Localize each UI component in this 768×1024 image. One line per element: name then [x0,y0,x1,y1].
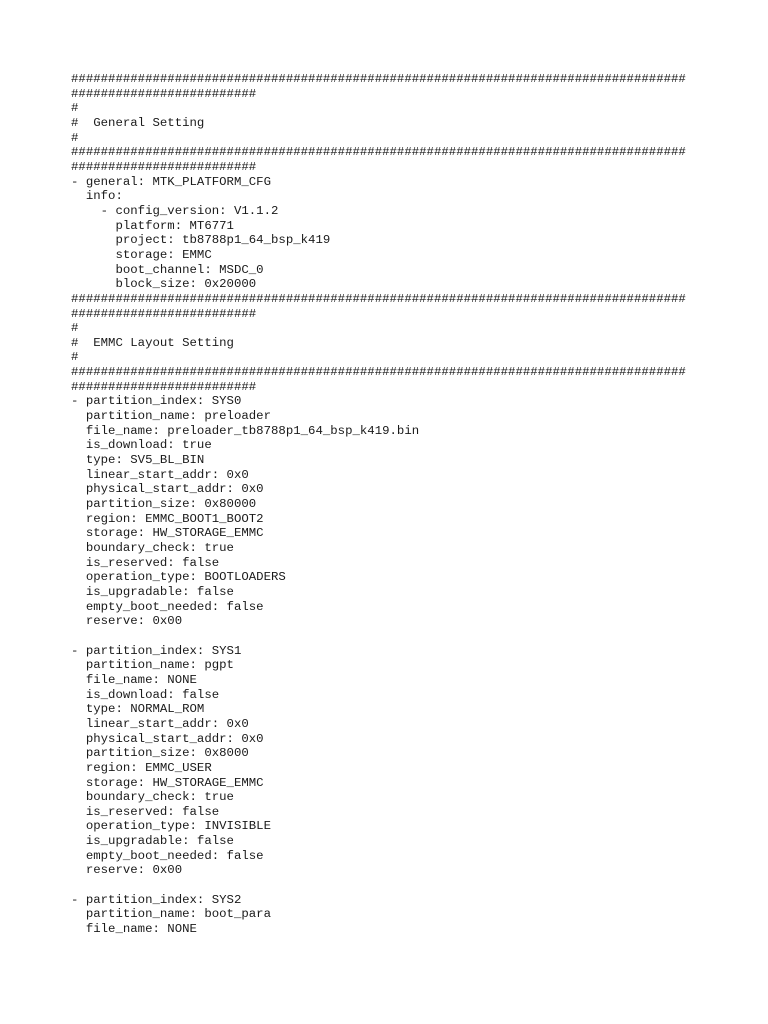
text-line: file_name: NONE [71,922,197,937]
text-line: boot_channel: MSDC_0 [71,262,264,277]
text-line: project: tb8788p1_64_bsp_k419 [71,233,331,248]
text-line: # General Setting [71,115,205,130]
text-line: boundary_check: true [71,541,234,555]
text-line: block_size: 0x20000 [71,277,257,292]
text-line: partition_size: 0x80000 [71,497,257,512]
text-line: ######################### [71,306,257,321]
text-line: # [71,130,79,145]
text-line: empty_boot_needed: false [71,848,264,863]
text-line: partition_name: preloader [71,409,272,424]
text-line: storage: HW_STORAGE_EMMC [71,526,264,541]
text-line: physical_start_addr: 0x0 [71,482,264,497]
text-line: ######################### [71,86,257,101]
text-line: ################################################################################### [71,291,686,306]
text-line: - partition_index: SYS2 [71,892,242,907]
text-line: - config_version: V1.1.2 [71,203,279,218]
text-line: boundary_check: true [71,790,234,805]
text-line: region: EMMC_BOOT1_BOOT2 [71,511,264,526]
text-line: ################################################################################### [71,365,686,380]
text-line: type: NORMAL_ROM [71,702,205,717]
text-line: platform: MT6771 [71,218,234,233]
text-line: ################################################################################### [71,145,686,160]
text-line: empty_boot_needed: false [71,599,264,614]
text-line: file_name: preloader_tb8788p1_64_bsp_k419.bin [71,423,420,438]
text-line: is_download: true [71,438,212,453]
text-line: - general: MTK_PLATFORM_CFG [71,174,272,189]
text-line: ######################### [71,159,257,174]
text-line: - partition_index: SYS1 [71,643,242,658]
text-line: is_reserved: false [71,804,220,819]
text-line: # [71,321,79,336]
text-line: # [71,101,79,116]
text-line: storage: EMMC [71,247,212,262]
text-line: ################################################################################### [71,72,686,86]
text-line: reserve: 0x00 [71,614,183,629]
text-line: # [71,350,79,365]
text-line: operation_type: INVISIBLE [71,819,272,834]
text-line: - partition_index: SYS0 [71,394,242,409]
text-line: partition_name: pgpt [71,658,234,673]
text-line: # EMMC Layout Setting [71,335,234,350]
text-line: storage: HW_STORAGE_EMMC [71,775,264,790]
text-line: linear_start_addr: 0x0 [71,716,249,731]
text-line: is_upgradable: false [71,584,234,599]
text-line: physical_start_addr: 0x0 [71,731,264,746]
text-line: partition_name: boot_para [71,907,272,922]
text-line: file_name: NONE [71,672,197,687]
text-line: reserve: 0x00 [71,863,183,878]
text-line [71,629,711,644]
text-line [71,878,711,893]
text-line: is_upgradable: false [71,834,234,849]
text-line: type: SV5_BL_BIN [71,453,205,468]
text-line: region: EMMC_USER [71,760,212,775]
text-line: is_download: false [71,687,220,702]
text-line: info: [71,189,123,204]
text-line: partition_size: 0x8000 [71,746,249,761]
text-line: linear_start_addr: 0x0 [71,467,249,482]
text-line: ######################### [71,379,257,394]
document-text [71,72,711,937]
text-line: is_reserved: false [71,555,220,570]
text-line: operation_type: BOOTLOADERS [71,570,286,585]
